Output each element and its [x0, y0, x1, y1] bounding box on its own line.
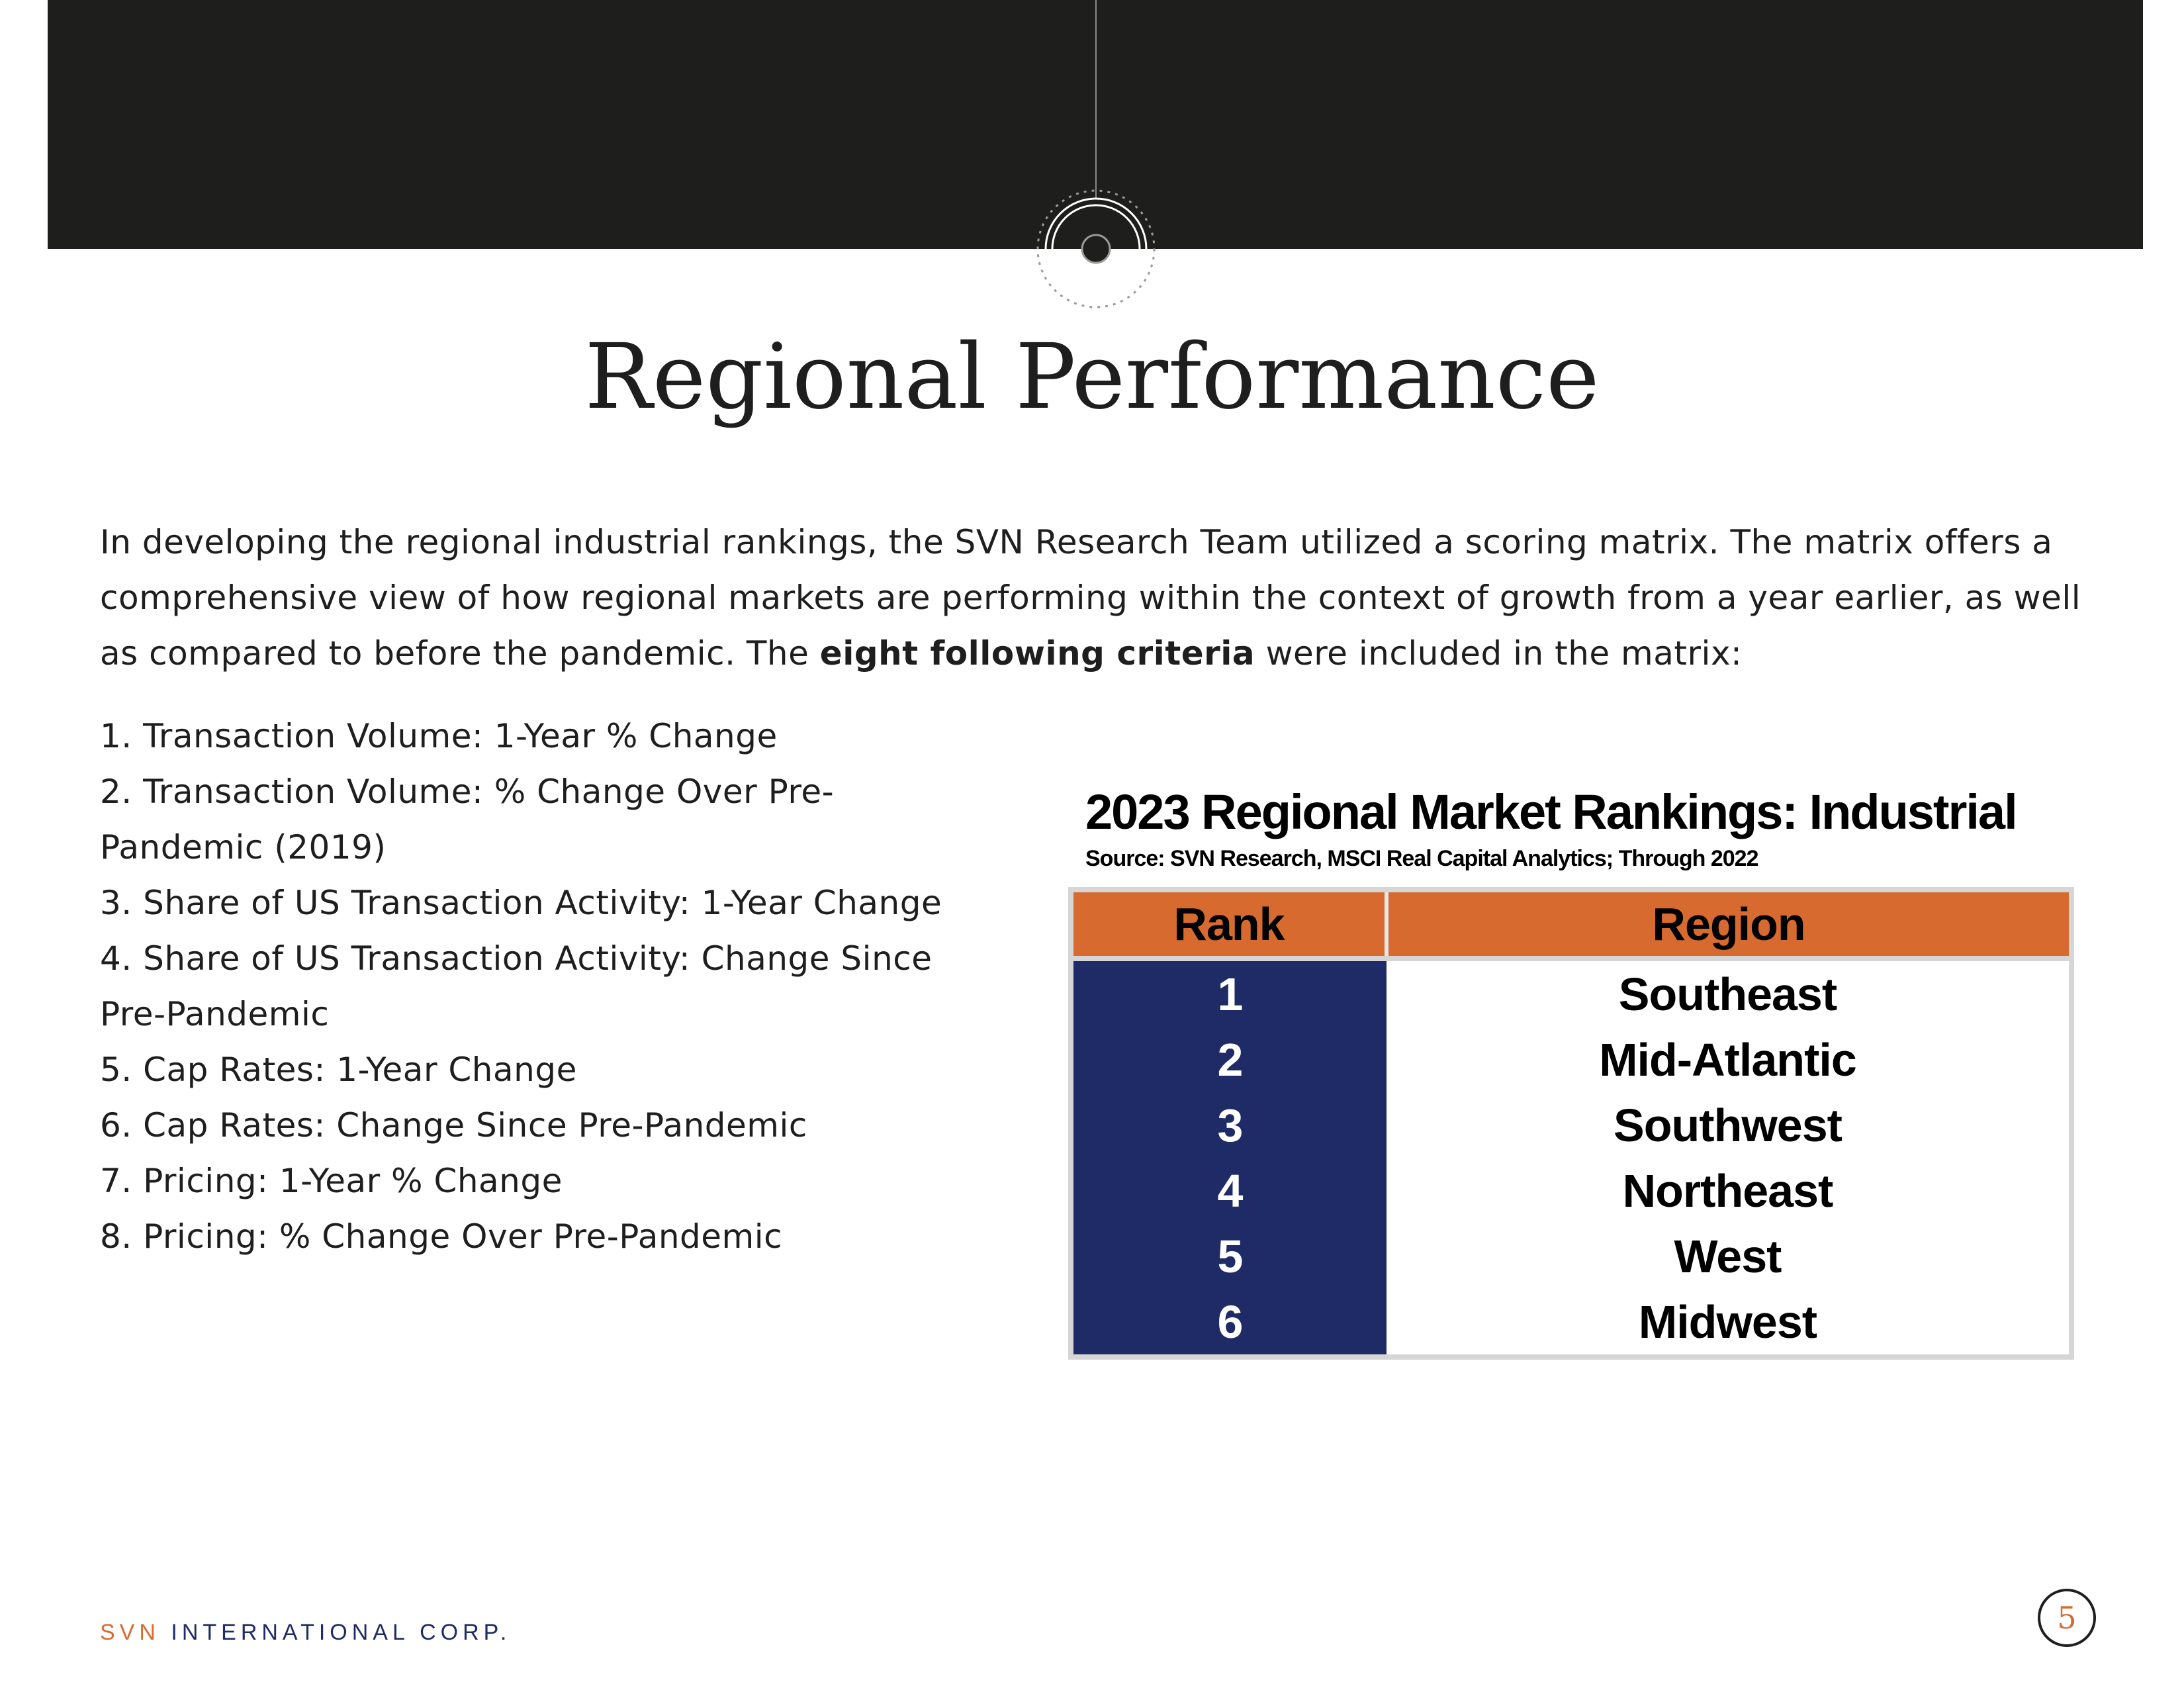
- criteria-item: 7. Pricing: 1-Year % Change: [100, 1162, 563, 1200]
- region-cell: Midwest: [1387, 1289, 2071, 1357]
- footer-brand: [100, 1618, 511, 1647]
- table-row: [1071, 1223, 2071, 1289]
- intro-text-start: In developing the regional industrial rankings, the SVN Research Team utilized a scoring matrix. The matrix offers a comprehensive view of how regional markets are performing within the context of growth from a year earlier, as well as compared to before the pandemic. The: [100, 523, 2081, 673]
- criteria-item: 3. Share of US Transaction Activity: 1-Year Change: [100, 884, 942, 922]
- table-row: [1071, 1027, 2071, 1092]
- rankings-source: Source: SVN Research, MSCI Real Capital Analytics; Through 2022: [1085, 846, 1758, 871]
- compass-emblem-icon: [1033, 186, 1159, 312]
- criteria-item: 1. Transaction Volume: 1-Year % Change: [100, 717, 778, 755]
- rankings-panel: [1068, 781, 2074, 1360]
- criteria-item: 4. Share of US Transaction Activity: Change Since Pre-Pandemic: [100, 939, 933, 1033]
- rank-column-header: Rank: [1071, 890, 1387, 959]
- region-cell: Southeast: [1387, 959, 2071, 1027]
- region-column-header: Region: [1387, 890, 2071, 959]
- intro-text-end: were included in the matrix:: [1255, 634, 1743, 673]
- criteria-list: [100, 708, 993, 1264]
- criteria-item: 6. Cap Rates: Change Since Pre-Pandemic: [100, 1106, 807, 1145]
- table-row: [1071, 1158, 2071, 1223]
- rank-cell: 4: [1071, 1158, 1387, 1223]
- rank-cell: 6: [1071, 1289, 1387, 1357]
- intro-paragraph: [100, 514, 2118, 681]
- rank-cell: 5: [1071, 1223, 1387, 1289]
- page-title: Regional Performance: [584, 325, 1600, 430]
- criteria-item: 2. Transaction Volume: % Change Over Pre-Pandemic (2019): [100, 773, 835, 867]
- intro-emphasis: eight following criteria: [819, 634, 1255, 673]
- region-cell: Northeast: [1387, 1158, 2071, 1223]
- rank-cell: 1: [1071, 959, 1387, 1027]
- table-header-row: [1071, 890, 2071, 959]
- header-divider-line: [1095, 0, 1097, 199]
- region-cell: West: [1387, 1223, 2071, 1289]
- rankings-table: [1068, 887, 2074, 1360]
- table-row: [1071, 959, 2071, 1027]
- region-cell: Southwest: [1387, 1092, 2071, 1158]
- rankings-title: 2023 Regional Market Rankings: Industrial: [1085, 784, 2017, 839]
- brand-accent: SVN: [100, 1620, 160, 1645]
- criteria-item: 5. Cap Rates: 1-Year Change: [100, 1051, 577, 1089]
- table-row: [1071, 1092, 2071, 1158]
- region-cell: Mid-Atlantic: [1387, 1027, 2071, 1092]
- criteria-item: 8. Pricing: % Change Over Pre-Pandemic: [100, 1217, 783, 1256]
- table-row: [1071, 1289, 2071, 1357]
- rank-cell: 3: [1071, 1092, 1387, 1158]
- brand-name: INTERNATIONAL CORP.: [171, 1620, 512, 1645]
- page-number: 5: [2038, 1589, 2096, 1647]
- rank-cell: 2: [1071, 1027, 1387, 1092]
